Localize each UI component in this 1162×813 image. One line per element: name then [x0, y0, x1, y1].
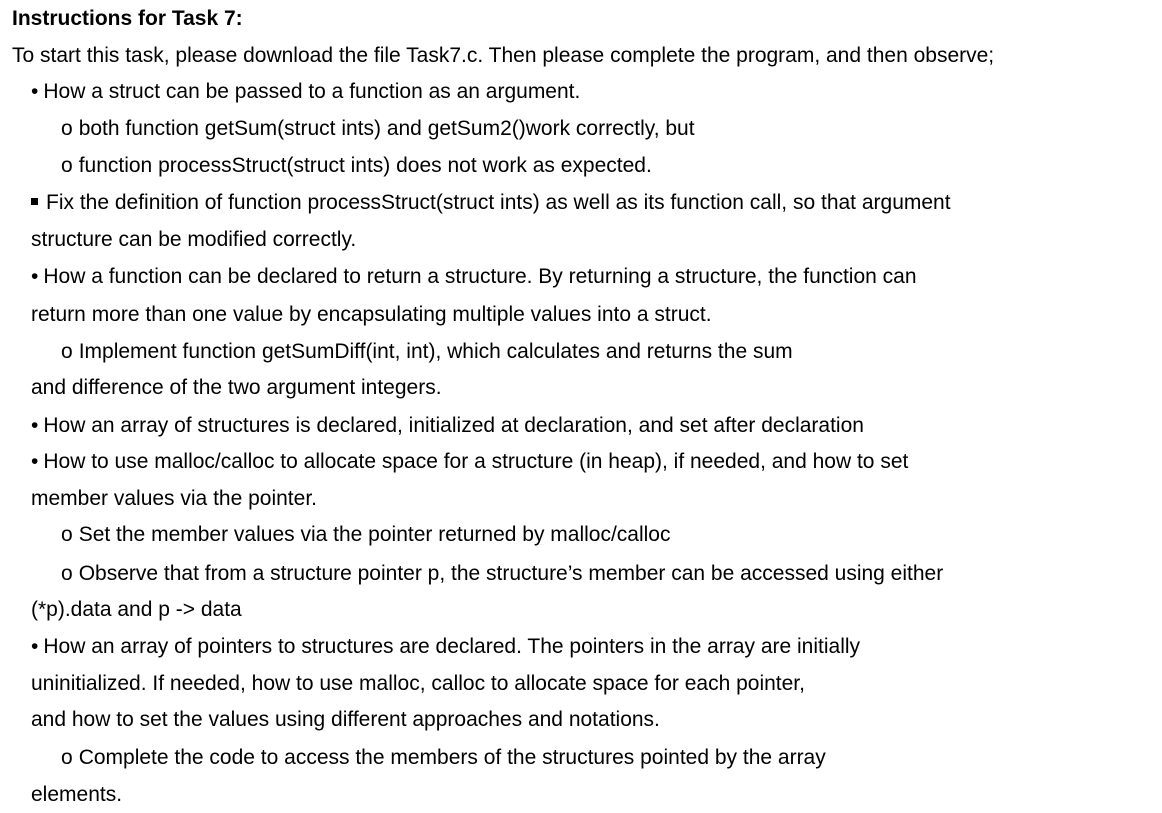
intro-paragraph: To start this task, please download the file Task7.c. Then please complete the program, and then observe;: [12, 44, 995, 67]
sub-item-pointer-access: [61, 561, 943, 587]
sub-item-text: function processStruct(struct ints) does not work as expected.: [78, 154, 652, 177]
sub-item-getsum-works: [61, 116, 695, 142]
sub-item-text: Complete the code to access the members of the structures pointed by the array: [78, 746, 826, 769]
sub-item-continuation: elements.: [31, 783, 123, 806]
sub-item-text: both function getSum(struct ints) and getSum2()work correctly, but: [78, 117, 695, 140]
bullet-item-continuation: uninitialized. If needed, how to use malloc, calloc to allocate space for each pointer,: [31, 672, 805, 695]
bullet-text: How a struct can be passed to a function as an argument.: [43, 80, 581, 103]
square-item-fix-processstruct: [31, 190, 951, 216]
bullet-item-continuation: member values via the pointer.: [31, 487, 317, 510]
sub-marker: o: [61, 340, 73, 363]
bullet-marker: •: [31, 80, 39, 103]
sub-marker: o: [61, 523, 73, 546]
bullet-marker: •: [31, 414, 39, 437]
sub-item-processstruct-fails: [61, 153, 652, 179]
bullet-text: How an array of structures is declared, initialized at declaration, and set after declaration: [43, 414, 864, 437]
sub-marker: o: [61, 562, 73, 585]
square-bullet-marker: [31, 198, 38, 205]
square-item-text: Fix the definition of function processStruct(struct ints) as well as its function call, so that argument: [46, 191, 951, 214]
sub-item-continuation: and difference of the two argument integers.: [31, 376, 442, 399]
bullet-marker: •: [31, 265, 39, 288]
sub-item-getsumdiff: [61, 339, 793, 365]
sub-item-text: Observe that from a structure pointer p, the structure’s member can be accessed using either: [78, 562, 944, 585]
bullet-item-array-of-structures: [31, 413, 864, 439]
sub-marker: o: [61, 117, 73, 140]
bullet-item-continuation: return more than one value by encapsulating multiple values into a struct.: [31, 303, 712, 326]
sub-marker: o: [61, 154, 73, 177]
bullet-item-return-structure: [31, 264, 917, 290]
square-item-continuation: structure can be modified correctly.: [31, 228, 357, 251]
bullet-item-struct-argument: [31, 79, 580, 105]
sub-item-set-member-values: [61, 522, 670, 548]
sub-item-complete-code: [61, 745, 826, 771]
bullet-item-malloc-calloc: [31, 449, 908, 475]
instructions-title: Instructions for Task 7:: [12, 7, 243, 30]
bullet-text: How a function can be declared to return a structure. By returning a structure, the function can: [43, 265, 917, 288]
sub-item-text: Set the member values via the pointer returned by malloc/calloc: [78, 523, 671, 546]
sub-item-text: Implement function getSumDiff(int, int), which calculates and returns the sum: [78, 340, 793, 363]
sub-item-continuation: (*p).data and p -> data: [31, 598, 242, 621]
bullet-item-continuation: and how to set the values using different approaches and notations.: [31, 708, 660, 731]
bullet-item-array-of-pointers: [31, 634, 860, 660]
bullet-text: How an array of pointers to structures are declared. The pointers in the array are initially: [43, 635, 861, 658]
bullet-marker: •: [31, 635, 39, 658]
bullet-marker: •: [31, 450, 39, 473]
sub-marker: o: [61, 746, 73, 769]
bullet-text: How to use malloc/calloc to allocate space for a structure (in heap), if needed, and how to set: [43, 450, 909, 473]
